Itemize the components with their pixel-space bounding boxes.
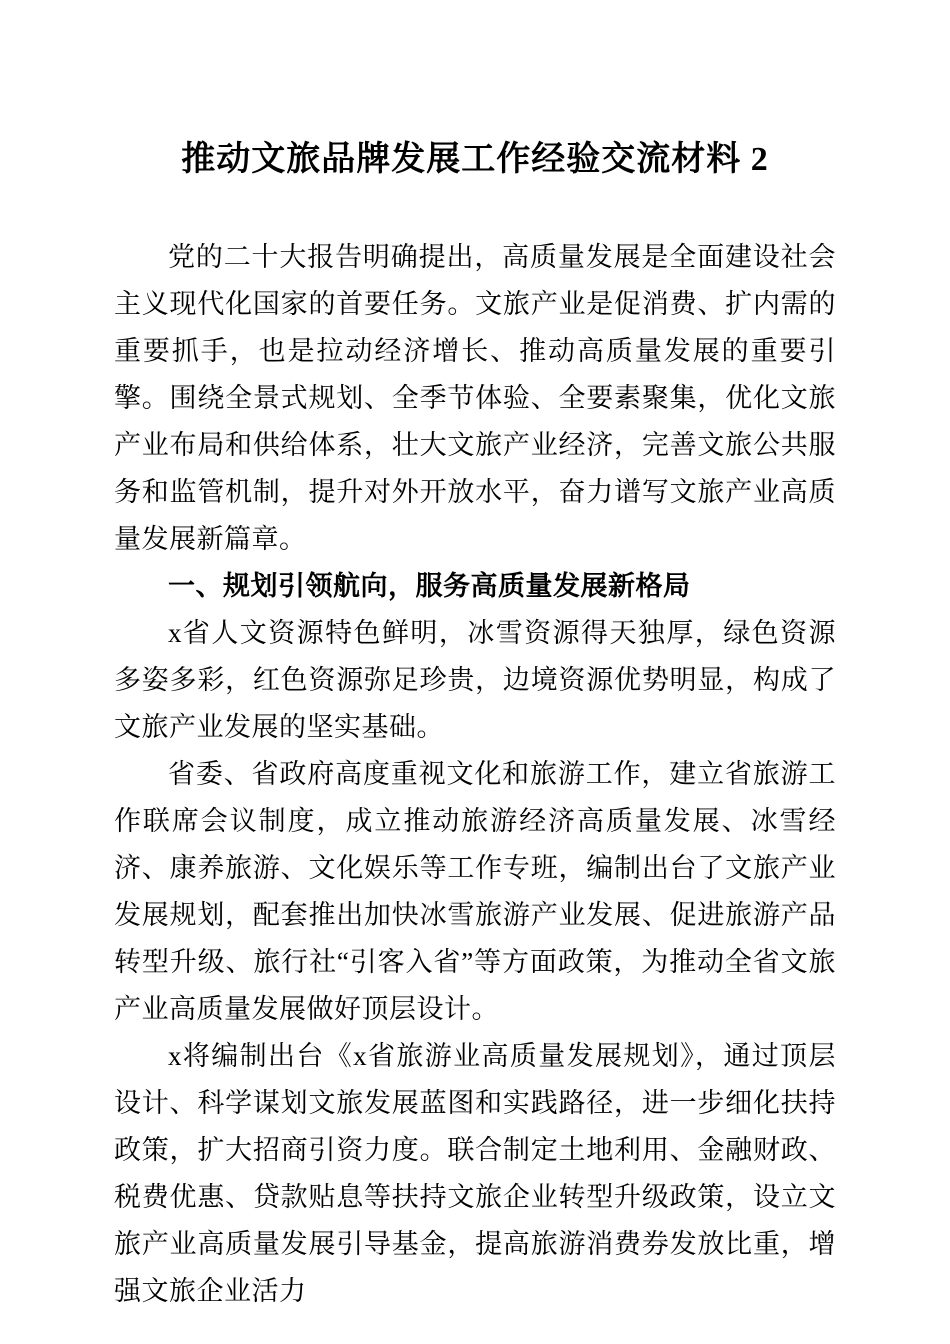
page-title: 推动文旅品牌发展工作经验交流材料 2 [181,141,769,178]
paragraph: x省人文资源特色鲜明，冰雪资源得天独厚，绿色资源多姿多彩，红色资源弥足珍贵，边境资源优势明显，构成了文旅产业发展的坚实基础。 [114,618,836,743]
section-heading: 一、规划引领航向，服务高质量发展新格局 [168,571,691,602]
paragraph: 省委、省政府高度重视文化和旅游工作，建立省旅游工作联席会议制度，成立推动旅游经济高质量发展、冰雪经济、康养旅游、文化娱乐等工作专班，编制出台了文旅产业发展规划，配套推出加快冰雪旅游产业发展、促进旅游产品转型升级、旅行社“引客入省”等方面政策，为推动全省文旅产业高质量发展做好顶层设计。 [114,759,836,1025]
paragraph: x将编制出台《x省旅游业高质量发展规划》，通过顶层设计、科学谋划文旅发展蓝图和实践路径，进一步细化扶持政策，扩大招商引资力度。联合制定土地利用、金融财政、税费优惠、贷款贴息等扶持文旅企业转型升级政策，设立文旅产业高质量发展引导基金，提高旅游消费券发放比重，增强文旅企业活力 [114,1041,836,1307]
paragraph: 党的二十大报告明确提出，高质量发展是全面建设社会主义现代化国家的首要任务。文旅产业是促消费、扩内需的重要抓手，也是拉动经济增长、推动高质量发展的重要引擎。围绕全景式规划、全季节体验、全要素聚集，优化文旅产业布局和供给体系，壮大文旅产业经济，完善文旅公共服务和监管机制，提升对外开放水平，奋力谱写文旅产业高质量发展新篇章。 [114,242,836,555]
